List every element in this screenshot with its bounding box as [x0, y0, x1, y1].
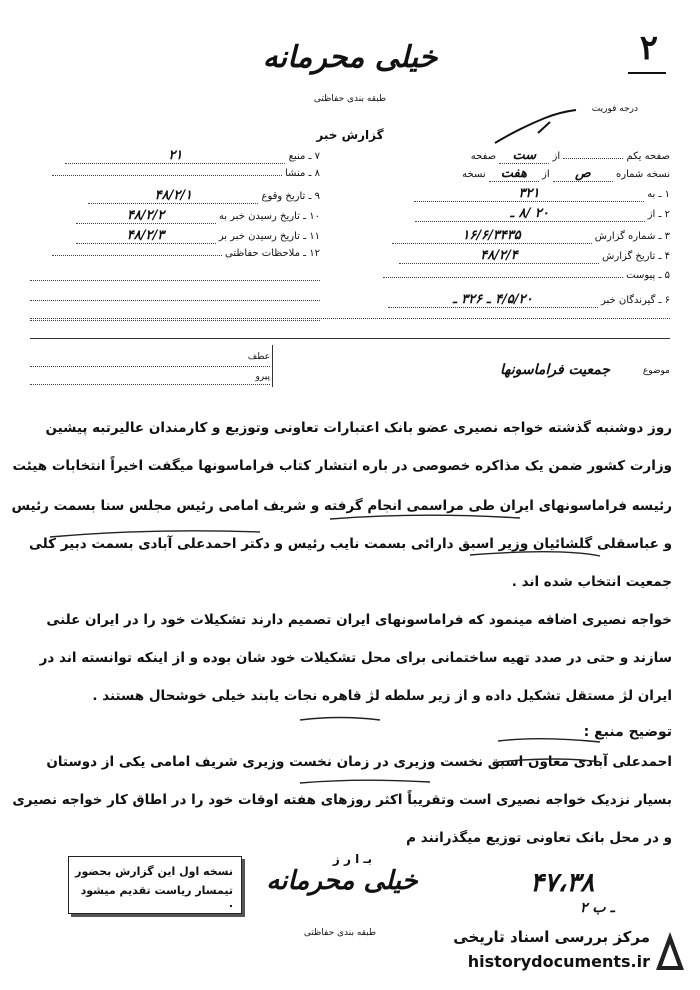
vertical-divider — [272, 345, 273, 387]
handwritten-sub: ۲ ـ ب — [580, 900, 615, 916]
blank-line — [30, 300, 320, 301]
blank-line — [30, 280, 320, 281]
body-line: روز دوشنبه گذشته خواجه نصیری عضو بانک اعتبارات تعاونی وتوزیع و کارمندان عالیرتبه پیشین — [45, 420, 672, 436]
report-title: گزارش خبر — [316, 128, 384, 142]
field-occurrence-date: ۹ ـ تاریخ وقوع ۴۸/۲/۱ — [30, 188, 320, 204]
separator-dotted — [30, 318, 670, 319]
reference-label: عطف — [247, 352, 270, 362]
subject-label: موضوع — [642, 366, 670, 376]
classification-title: خیلی محرمانه — [262, 40, 438, 75]
page-number: ۲ — [639, 28, 658, 68]
followup-line — [30, 384, 270, 385]
field-source: ۷ ـ منبع ۲۱ — [30, 148, 320, 164]
field-report-date: ۴ ـ تاریخ گزارش ۴۸/۲/۴ — [360, 248, 670, 264]
body-line: جمعیت انتخاب شده اند . — [511, 574, 672, 590]
field-origin: ۸ ـ منشا — [30, 168, 320, 179]
field-received-date: ۱۰ ـ تاریخ رسیدن خبر به ۴۸/۲/۲ — [30, 208, 320, 224]
subject-value: جمعیت فراماسونها — [500, 362, 610, 378]
page-number-underline — [628, 72, 666, 74]
field-from: ۲ ـ از ۲۰ /۸ ـ — [360, 206, 670, 222]
body-line: وزارت کشور ضمن یک مذاکره خصوصی در باره انتشار کتاب فراماسونها میگفت اخیراً انتخابات هیئت — [12, 458, 672, 474]
field-attachment: ۵ ـ پیوست — [360, 270, 670, 281]
watermark — [440, 926, 690, 982]
separator-line — [30, 338, 670, 339]
field-to: ۱ ـ به ۳۲۱ — [360, 186, 670, 202]
field-recipients: ۶ ـ گیرندگان خبر ۴/۵/۲۰ ـ ۳۲۶ ـ — [360, 292, 670, 308]
watermark-title: مرکز بررسی اسناد تاریخی — [453, 928, 650, 946]
body-line: توضیح منبع : — [583, 724, 672, 740]
field-copy-number: نسخه شماره ص از هفت نسخه — [462, 166, 670, 181]
body-line: و در محل بانک تعاونی توزیع میگذرانند م — [406, 830, 672, 846]
watermark-url: historydocuments.ir — [467, 952, 650, 971]
body-line: بسیار نزدیک خواجه نصیری است وتقریباً اکثر روزهای هفته اوقات خود را در اطاق کار خواجه نصیری — [12, 792, 672, 808]
blank-line — [30, 320, 320, 321]
body-line: خواجه نصیری اضافه مینمود که فراماسونهای ایران تصمیم دارند تشکیلات خود را در ایران علنی — [46, 612, 672, 628]
bottom-classification-caption: طبقه بندی حفاظتی — [303, 928, 377, 938]
watermark-logo-icon — [654, 930, 686, 974]
note-line: نسخه اول این گزارش بحضور — [75, 865, 233, 878]
bottom-classification-stamp: خیلی محرمانه — [266, 866, 418, 896]
field-page: صفحه یکم از ست صفحه — [470, 148, 670, 163]
note-box — [68, 856, 242, 914]
field-received-date-2: ۱۱ ـ تاریخ رسیدن خبر بر ۴۸/۲/۳ — [30, 228, 320, 244]
reference-line — [30, 366, 270, 367]
handwritten-number: ۴۷،۳۸ — [530, 868, 595, 898]
followup-label: پیرو — [255, 372, 270, 382]
body-line: سازند و حتی در صدد تهیه ساختمانی برای محل تشکیلات خود شان بوده و از اینکه توانسته اند در — [39, 650, 672, 666]
field-security-notes: ۱۲ ـ ملاحظات حفاظتی — [30, 248, 320, 259]
field-report-number: ۳ ـ شماره گزارش ۱۶/۶/۳۴۳۵ — [360, 228, 670, 244]
classification-caption: طبقه بندی حفاظتی — [313, 94, 387, 104]
priority-checkmark — [490, 108, 580, 148]
note-line: تیمسار ریاست تقدیم میشود . — [80, 884, 233, 910]
body-line: بـ ا ر ز — [332, 852, 372, 866]
body-line: و عباسقلی گلشائیان وزیر اسبق دارائی بسمت نایب رئیس و دکتر احمدعلی آبادی بسمت دبیر کلی — [29, 536, 672, 552]
body-line: رئیسه فراماسونهای ایران طی مراسمی انجام گرفته و شریف امامی رئیس مجلس سنا بسمت رئیس — [11, 498, 672, 514]
priority-label: درجه فوریت — [591, 104, 638, 114]
body-line: ایران لژ مستقل تشکیل داده و از زیر سلطه لژ قاهره نجات یابند خیلی خوشحال هستند . — [92, 688, 672, 704]
body-line: احمدعلی آبادی معاون اسبق نخست وزیری در زمان نخست وزیری شریف امامی یکی از دوستان — [46, 754, 672, 770]
